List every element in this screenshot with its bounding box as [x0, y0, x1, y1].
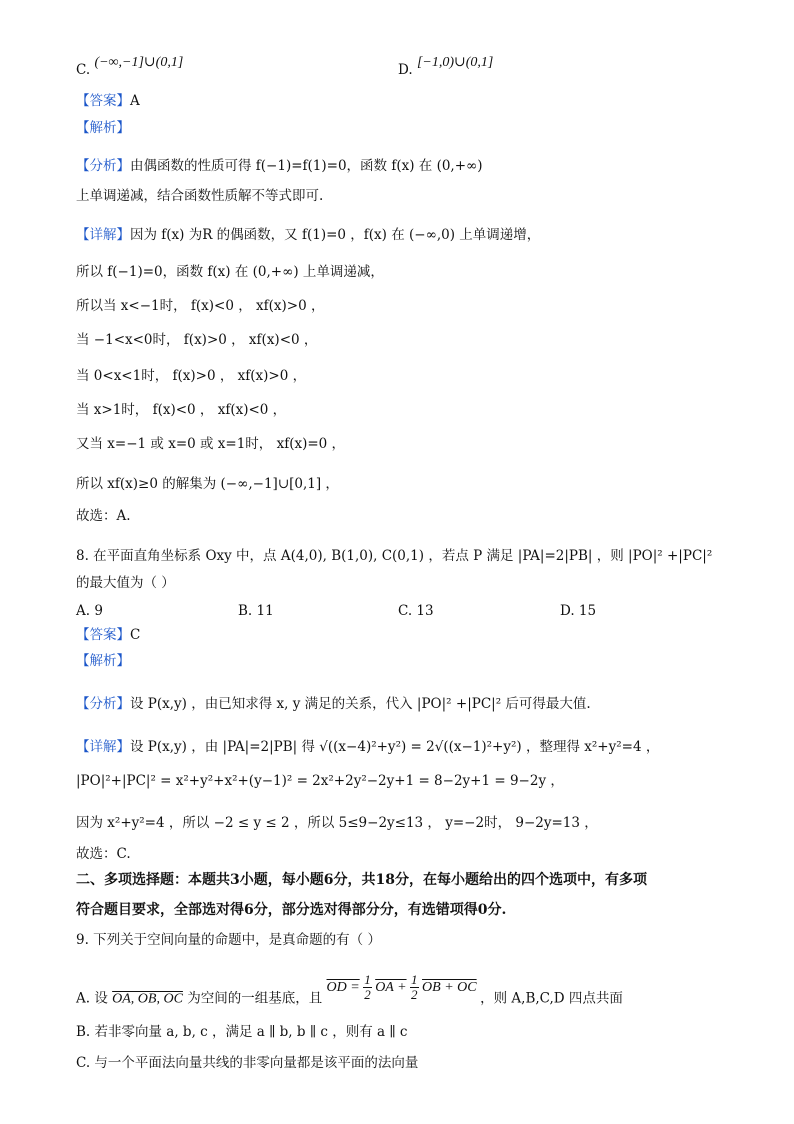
- q8-analysis-tag: 【解析】: [76, 653, 130, 669]
- q7-detail-line2: 所以 f(−1)=0，函数 f(x) 在 (0,+∞) 上单调递减，: [76, 264, 384, 280]
- q9-option-a: A. 设 OA, OB, OC 为空间的一组基底，且 OD = $\frac{1}{2}$ OA + $\frac{1}{2}$ OB + OC ，则 A,B,C,D 四点共面: [76, 972, 623, 1007]
- q8-option-a: A. 9: [76, 603, 103, 619]
- q7-detail-line4: 当 −1<x<0时， f(x)>0 ， xf(x)<0 ，: [76, 332, 318, 348]
- q7-detail-line1: 【详解】因为 f(x) 为R 的偶函数，又 f(1)=0 ，f(x) 在 (−∞,0) 上单调递增，: [76, 227, 541, 243]
- q8-option-b: B. 11: [238, 603, 274, 619]
- section-heading-line2: 符合题目要求，全部选对得6分，部分选对得部分分，有选错项得0分.: [76, 902, 507, 918]
- q8-answer: 【答案】C: [76, 627, 141, 643]
- q7-detail-line3: 所以当 x<−1时， f(x)<0 ， xf(x)>0 ，: [76, 298, 325, 314]
- q7-fenxi: 【分析】由偶函数的性质可得 f(−1)=f(1)=0，函数 f(x) 在 (0,+∞): [76, 158, 483, 174]
- section-heading-line1: 二、多项选择题：本题共3小题，每小题6分，共18分，在每小题给出的四个选项中，有多项: [76, 872, 647, 888]
- q8-detail-line3: 因为 x²+y²=4 ，所以 −2 ≤ y ≤ 2 ，所以 5≤9−2y≤13 ， y=−2时， 9−2y=13 ，: [76, 815, 598, 831]
- q8-option-d: D. 15: [560, 603, 597, 619]
- q9-option-c: C. 与一个平面法向量共线的非零向量都是该平面的法向量: [76, 1055, 419, 1071]
- q9-option-b: B. 若非零向量 a, b, c ，满足 a ∥ b, b ∥ c ，则有 a ∥ c: [76, 1024, 408, 1040]
- q8-detail-line1: 【详解】设 P(x,y) ，由 |PA|=2|PB| 得 √((x−4)²+y²) = 2√((x−1)²+y²) ，整理得 x²+y²=4 ，: [76, 739, 660, 755]
- q8-detail-line2: |PO|²+|PC|² = x²+y²+x²+(y−1)² = 2x²+2y²−2y+1 = 8−2y+1 = 9−2y ，: [76, 773, 564, 789]
- q7-detail-line8: 所以 xf(x)≥0 的解集为 (−∞,−1]∪[0,1] ，: [76, 476, 339, 492]
- q8-fenxi: 【分析】设 P(x,y) ，由已知求得 x, y 满足的关系，代入 |PO|² +|PC|² 后可得最大值.: [76, 696, 591, 712]
- q8-conclusion: 故选：C.: [76, 846, 131, 862]
- q7-detail-line6: 当 x>1时， f(x)<0 ， xf(x)<0 ，: [76, 402, 287, 418]
- q7-fenxi-line2: 上单调递减，结合函数性质解不等式即可.: [76, 188, 324, 204]
- q7-answer: 【答案】A: [76, 93, 140, 109]
- q7-detail-line5: 当 0<x<1时， f(x)>0 ， xf(x)>0 ，: [76, 368, 307, 384]
- q8-stem-line2: 的最大值为（ ）: [76, 575, 175, 591]
- q8-option-c: C. 13: [398, 603, 434, 619]
- q7-option-c: C. (−∞,−1]∪(0,1]: [76, 55, 184, 78]
- q9-stem: 9. 下列关于空间向量的命题中，是真命题的有（ ）: [76, 932, 381, 948]
- q7-detail-line7: 又当 x=−1 或 x=0 或 x=1时， xf(x)=0 ，: [76, 436, 346, 452]
- q7-analysis-tag: 【解析】: [76, 120, 130, 136]
- q7-conclusion: 故选：A.: [76, 508, 131, 524]
- q7-option-d: D. [−1,0)∪(0,1]: [398, 55, 494, 78]
- q8-stem: 8. 在平面直角坐标系 Oxy 中，点 A(4,0), B(1,0), C(0,1) ，若点 P 满足 |PA|=2|PB| ，则 |PO|² +|PC|²: [76, 548, 713, 564]
